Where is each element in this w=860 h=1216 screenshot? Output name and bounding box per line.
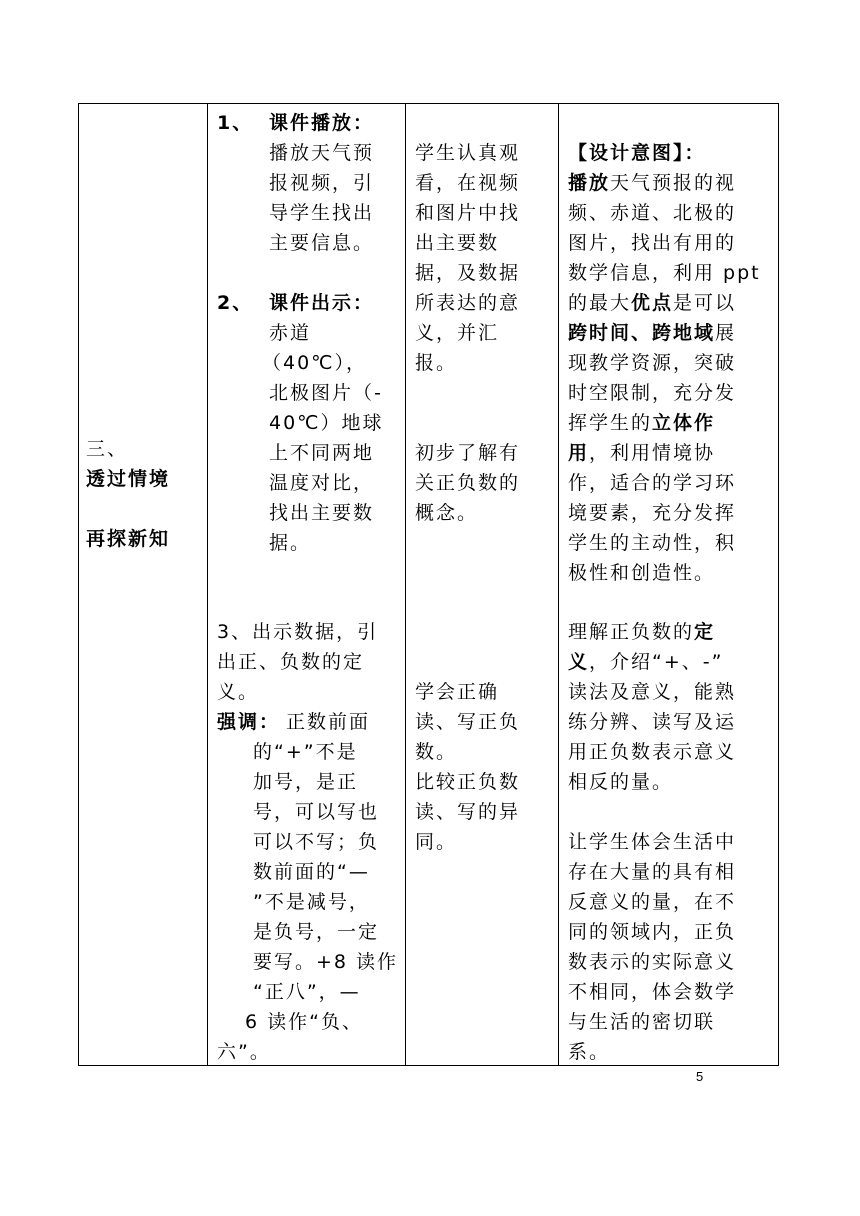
student-line: 读、写正负 — [415, 711, 521, 733]
design-line: 存在大量的具有相 — [568, 861, 737, 883]
student-line: 学会正确 — [415, 681, 500, 703]
student-line: 学生认真观 — [415, 142, 521, 164]
design-line: 不相同，体会数学 — [568, 981, 737, 1003]
column-divider-3 — [558, 103, 559, 1066]
step2-line: 上不同两地 — [269, 442, 375, 464]
step2-line: 温度对比， — [269, 472, 375, 494]
step2-title: 课件出示： — [269, 292, 375, 314]
emphasis-line: 数前面的“— — [253, 861, 370, 883]
design-line: 频、赤道、北极的 — [568, 202, 737, 224]
design-line — [568, 288, 736, 318]
design-bold-text: 跨时间、跨地域 — [568, 322, 716, 344]
student-line: 关正负数的 — [415, 472, 521, 494]
design-line: 相反的量。 — [568, 771, 674, 793]
design-line — [568, 318, 736, 348]
design-line: 数学信息，利用 ppt — [568, 262, 761, 284]
step3-line: 3、出示数据，引 — [217, 621, 379, 643]
step1-line: 播放天气预 — [269, 142, 375, 164]
emphasis-line: 号，可以写也 — [253, 801, 380, 823]
step1-line: 导学生找出 — [269, 202, 375, 224]
design-text: ，介绍“+、-” — [589, 651, 724, 673]
emphasis-line: 六”。 — [217, 1041, 271, 1063]
design-line — [568, 438, 715, 468]
emphasis-line: 加号，是正 — [253, 771, 359, 793]
emphasis-line: “正八”，— — [253, 981, 361, 1003]
design-text: ，利用情境协 — [589, 442, 716, 464]
step1-line: 主要信息。 — [269, 232, 375, 254]
design-line: 用正负数表示意义 — [568, 741, 737, 763]
design-line — [568, 408, 715, 438]
design-line: 与生活的密切联 — [568, 1011, 716, 1033]
step3-line: 义。 — [217, 681, 260, 703]
column-divider-1 — [207, 103, 208, 1066]
emphasis-line: ”不是减号， — [253, 891, 370, 913]
student-line: 所表达的意 — [415, 292, 521, 314]
section-title-line1: 透过情境 — [86, 468, 171, 490]
emphasis-line: 的“+”不是 — [253, 741, 358, 763]
design-line: 时空限制，充分发 — [568, 382, 737, 404]
student-line: 看，在视频 — [415, 172, 521, 194]
student-line: 同。 — [415, 831, 458, 853]
student-line: 比较正负数 — [415, 771, 521, 793]
emphasis-line: 可以不写；负 — [253, 831, 380, 853]
step2-line: （40℃）， — [262, 352, 368, 374]
table-left-border — [78, 103, 79, 1066]
table-top-border — [78, 103, 779, 104]
design-line — [568, 647, 723, 677]
step3-line: 出正、负数的定 — [217, 651, 365, 673]
design-line: 学生的主动性，积 — [568, 532, 737, 554]
design-line: 让学生体会生活中 — [568, 831, 737, 853]
design-text: 展 — [715, 322, 737, 344]
step2-number: 2、 — [217, 292, 254, 314]
design-line — [568, 617, 715, 647]
design-line: 练分辨、读写及运 — [568, 711, 737, 733]
table-bottom-border — [78, 1065, 779, 1066]
design-line: 系。 — [568, 1041, 611, 1063]
design-bold-text: 义 — [568, 651, 590, 673]
design-bold-text: 定 — [694, 621, 716, 643]
step2-line: 北极图片（- — [269, 382, 383, 404]
student-line: 据，及数据 — [415, 262, 521, 284]
student-line: 概念。 — [415, 502, 479, 524]
step2-line: 据。 — [269, 532, 312, 554]
emphasis-line: 是负号，一定 — [253, 921, 380, 943]
design-line: 极性和创造性。 — [568, 562, 716, 584]
step1-title: 课件播放： — [269, 112, 375, 134]
design-heading: 【设计意图】： — [568, 142, 706, 164]
design-line: 读法及意义，能熟 — [568, 681, 737, 703]
design-bold-text: 立体作 — [652, 412, 716, 434]
emphasis-line: 正数前面 — [286, 711, 371, 733]
step1-number: 1、 — [217, 112, 254, 134]
design-line: 现教学资源，突破 — [568, 352, 737, 374]
student-line: 义，并汇 — [415, 322, 500, 344]
page-number: 5 — [696, 1069, 704, 1084]
section-number: 三、 — [86, 438, 129, 460]
design-text: 天气预报的视 — [610, 172, 737, 194]
student-line: 报。 — [415, 352, 458, 374]
design-text: 的最大 — [568, 292, 632, 314]
design-line: 数表示的实际意义 — [568, 951, 737, 973]
step2-line: 40℃）地球 — [269, 412, 384, 434]
column-divider-2 — [405, 103, 406, 1066]
emphasis-line: 要写。+8 读作 — [253, 951, 399, 973]
student-line: 出主要数 — [415, 232, 500, 254]
student-line: 初步了解有 — [415, 442, 521, 464]
emphasis-label: 强调： — [217, 711, 281, 733]
design-line: 反意义的量，在不 — [568, 891, 737, 913]
design-line — [568, 168, 736, 198]
design-bold-text: 播放 — [568, 172, 611, 194]
step1-line: 报视频，引 — [269, 172, 375, 194]
design-text: 是可以 — [673, 292, 737, 314]
design-line: 同的领域内，正负 — [568, 921, 737, 943]
design-line: 图片，找出有用的 — [568, 232, 737, 254]
design-bold-text: 优点 — [631, 292, 674, 314]
design-bold-text: 用 — [568, 442, 590, 464]
design-line: 境要素，充分发挥 — [568, 502, 737, 524]
emphasis-line: 6 读作“负、 — [245, 1011, 363, 1033]
student-line: 读、写的异 — [415, 801, 521, 823]
design-line: 作，适合的学习环 — [568, 472, 737, 494]
step2-line: 赤道 — [269, 322, 312, 344]
student-line: 数。 — [415, 741, 458, 763]
step2-line: 找出主要数 — [269, 502, 375, 524]
design-text: 理解正负数的 — [568, 621, 695, 643]
design-text: 挥学生的 — [568, 412, 653, 434]
student-line: 和图片中找 — [415, 202, 521, 224]
section-title-line2: 再探新知 — [86, 528, 171, 550]
table-right-border — [778, 103, 779, 1066]
